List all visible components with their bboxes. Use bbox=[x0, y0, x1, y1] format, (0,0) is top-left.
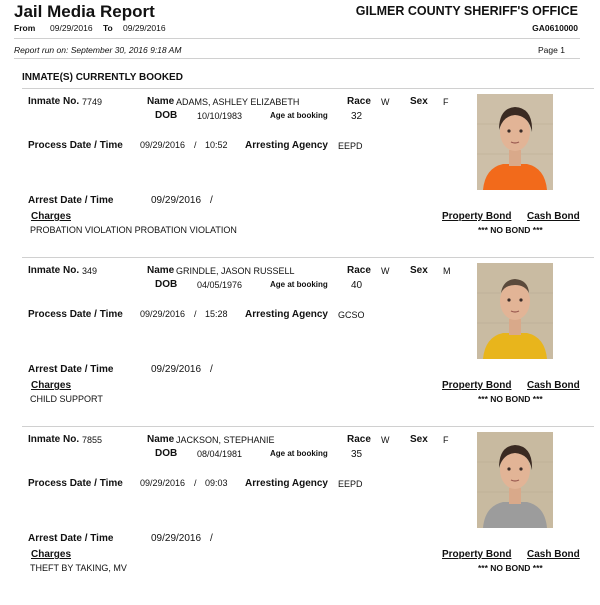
age-value: 32 bbox=[351, 111, 363, 122]
sex-label: Sex bbox=[410, 96, 428, 107]
cash-bond-label: Cash Bond bbox=[527, 549, 580, 560]
arrest-date: 09/29/2016 bbox=[151, 364, 202, 375]
arrest-label: Arrest Date / Time bbox=[28, 195, 114, 206]
arrest-separator: / bbox=[210, 364, 213, 375]
age-value: 40 bbox=[351, 280, 363, 291]
race-label: Race bbox=[347, 265, 371, 276]
process-separator: / bbox=[194, 140, 197, 150]
sex-value: M bbox=[443, 266, 451, 276]
age-value: 35 bbox=[351, 449, 363, 460]
subheader-divider bbox=[14, 58, 580, 59]
inmate-no-label: Inmate No. bbox=[28, 265, 80, 276]
process-date: 09/29/2016 bbox=[140, 478, 186, 488]
inmate-no-value: 7855 bbox=[82, 435, 103, 445]
sex-value: F bbox=[443, 435, 449, 445]
section-title: INMATE(S) CURRENTLY BOOKED bbox=[22, 72, 183, 83]
name-label: Name bbox=[147, 434, 175, 445]
bond-value: *** NO BOND *** bbox=[478, 563, 543, 573]
sex-value: F bbox=[443, 97, 449, 107]
race-value: W bbox=[381, 435, 390, 445]
inmate-no-value: 7749 bbox=[82, 97, 103, 107]
cash-bond-label: Cash Bond bbox=[527, 380, 580, 391]
process-label: Process Date / Time bbox=[28, 478, 123, 489]
process-date: 09/29/2016 bbox=[140, 309, 186, 319]
record-divider bbox=[22, 257, 594, 258]
charges-value: CHILD SUPPORT bbox=[30, 394, 103, 404]
process-time: 10:52 bbox=[205, 140, 228, 150]
mugshot-photo bbox=[477, 263, 553, 359]
inmate-record bbox=[0, 430, 600, 600]
race-value: W bbox=[381, 97, 390, 107]
charges-value: THEFT BY TAKING, MV bbox=[30, 563, 127, 573]
from-label: From bbox=[14, 23, 36, 33]
arrest-date: 09/29/2016 bbox=[151, 195, 202, 206]
arrest-date: 09/29/2016 bbox=[151, 533, 202, 544]
cash-bond-label: Cash Bond bbox=[527, 211, 580, 222]
inmate-record bbox=[0, 261, 600, 431]
report-code: GA0610000 bbox=[532, 23, 578, 33]
arrest-separator: / bbox=[210, 195, 213, 206]
age-label: Age at booking bbox=[270, 449, 328, 458]
report-title: Jail Media Report bbox=[14, 2, 155, 21]
name-label: Name bbox=[147, 265, 175, 276]
agency-value: GCSO bbox=[338, 310, 365, 320]
process-date: 09/29/2016 bbox=[140, 140, 186, 150]
process-time: 09:03 bbox=[205, 478, 228, 488]
name-label: Name bbox=[147, 96, 175, 107]
arrest-label: Arrest Date / Time bbox=[28, 364, 114, 375]
charges-label: Charges bbox=[31, 380, 72, 391]
agency-label: Arresting Agency bbox=[245, 478, 328, 489]
process-time: 15:28 bbox=[205, 309, 228, 319]
race-label: Race bbox=[347, 96, 371, 107]
record-divider bbox=[22, 88, 594, 89]
process-label: Process Date / Time bbox=[28, 309, 123, 320]
property-bond-label: Property Bond bbox=[442, 549, 512, 560]
mugshot-photo bbox=[477, 432, 553, 528]
age-label: Age at booking bbox=[270, 280, 328, 289]
charges-label: Charges bbox=[31, 211, 72, 222]
page-number: Page 1 bbox=[538, 45, 565, 55]
property-bond-label: Property Bond bbox=[442, 211, 512, 222]
mugshot-photo bbox=[477, 94, 553, 190]
process-separator: / bbox=[194, 309, 197, 319]
agency-label: Arresting Agency bbox=[245, 309, 328, 320]
sex-label: Sex bbox=[410, 265, 428, 276]
dob-value: 04/05/1976 bbox=[197, 280, 243, 290]
name-value: GRINDLE, JASON RUSSELL bbox=[176, 266, 295, 276]
inmate-no-label: Inmate No. bbox=[28, 96, 80, 107]
inmate-record bbox=[0, 92, 600, 262]
office-name: GILMER COUNTY SHERIFF'S OFFICE bbox=[355, 4, 578, 18]
dob-label: DOB bbox=[155, 448, 178, 459]
to-label: To bbox=[103, 23, 113, 33]
from-date: 09/29/2016 bbox=[50, 23, 93, 33]
age-label: Age at booking bbox=[270, 111, 328, 120]
arrest-label: Arrest Date / Time bbox=[28, 533, 114, 544]
process-separator: / bbox=[194, 478, 197, 488]
record-divider bbox=[22, 426, 594, 427]
report-run-on: Report run on: September 30, 2016 9:18 AM bbox=[14, 45, 182, 55]
process-label: Process Date / Time bbox=[28, 140, 123, 151]
to-date: 09/29/2016 bbox=[123, 23, 166, 33]
bond-value: *** NO BOND *** bbox=[478, 394, 543, 404]
charges-label: Charges bbox=[31, 549, 72, 560]
header-divider bbox=[14, 38, 580, 39]
dob-value: 10/10/1983 bbox=[197, 111, 243, 121]
name-value: ADAMS, ASHLEY ELIZABETH bbox=[176, 97, 300, 107]
agency-value: EEPD bbox=[338, 479, 363, 489]
arrest-separator: / bbox=[210, 533, 213, 544]
race-label: Race bbox=[347, 434, 371, 445]
dob-value: 08/04/1981 bbox=[197, 449, 243, 459]
property-bond-label: Property Bond bbox=[442, 380, 512, 391]
agency-label: Arresting Agency bbox=[245, 140, 328, 151]
name-value: JACKSON, STEPHANIE bbox=[176, 435, 275, 445]
bond-value: *** NO BOND *** bbox=[478, 225, 543, 235]
agency-value: EEPD bbox=[338, 141, 363, 151]
inmate-no-value: 349 bbox=[82, 266, 98, 276]
race-value: W bbox=[381, 266, 390, 276]
dob-label: DOB bbox=[155, 279, 178, 290]
sex-label: Sex bbox=[410, 434, 428, 445]
dob-label: DOB bbox=[155, 110, 178, 121]
charges-value: PROBATION VIOLATION PROBATION VIOLATION bbox=[30, 225, 237, 235]
inmate-no-label: Inmate No. bbox=[28, 434, 80, 445]
